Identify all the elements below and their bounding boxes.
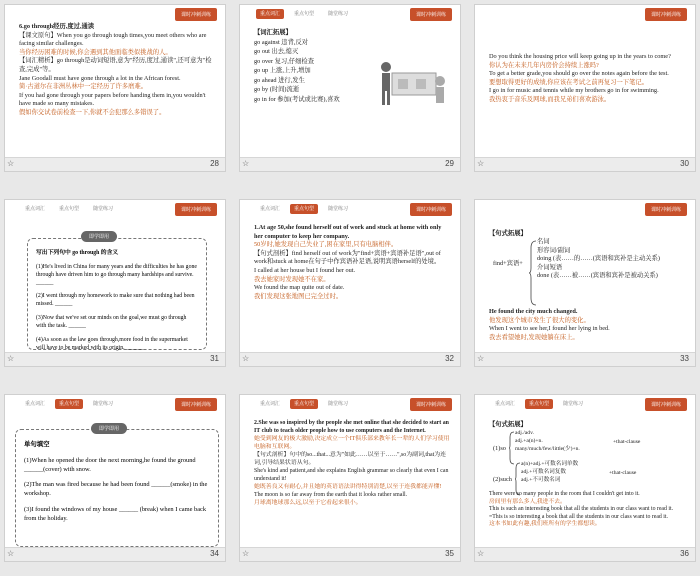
page-number: 35	[445, 549, 454, 558]
slide-topbar	[240, 200, 460, 220]
text-line: 这本书如此有趣,我们班所有的学生都想读。	[489, 521, 601, 528]
practice-badge: 课时冲刺训练	[645, 8, 687, 21]
text-line: I go in for music and tennis while my brothers go in for swimming.	[489, 87, 659, 95]
star-icon[interactable]: ☆	[477, 354, 485, 363]
tab-practice[interactable]: 随堂练习	[563, 401, 584, 407]
text-line: 简·古道尔在非洲丛林中一定经历了许多磨难。	[19, 83, 148, 91]
formula-label: (1)so	[493, 445, 506, 452]
slide-pagebar	[5, 157, 225, 171]
star-icon[interactable]: ☆	[477, 159, 485, 168]
puzzle-figures-image	[372, 51, 452, 121]
exercise-box	[27, 238, 207, 350]
practice-badge: 课时冲刺训练	[410, 8, 452, 21]
formula-item: adj./adv.	[515, 430, 534, 436]
slide-34[interactable]	[4, 394, 226, 562]
page-number: 30	[680, 159, 689, 168]
text-line: 要想取得更好的成绩,你应该在考试之前再复习一下笔记。	[489, 78, 648, 86]
text-line: Do you think the housing price will keep going up in the years to come?	[489, 53, 671, 60]
practice-badge: 课时冲刺训练	[175, 398, 217, 411]
slide-topbar	[475, 395, 695, 415]
text-line: 我热衷于音乐及网球,而我兄弟们喜欢游泳。	[489, 95, 611, 103]
tab-vocabulary[interactable]: 重点词汇	[260, 401, 281, 407]
slide-pagebar	[5, 547, 225, 561]
slide-pagebar	[240, 157, 460, 171]
slide-28[interactable]	[4, 4, 226, 172]
formula-item: a(n)+adj.+可数名词单数	[521, 461, 579, 467]
slide-topbar	[5, 5, 225, 25]
slide-topbar	[5, 395, 225, 415]
exercise-item: (3)I found the windows of my house ______ (break) when I came back from the holiday.	[24, 505, 207, 522]
slide-29[interactable]	[239, 4, 461, 172]
slide-topbar	[5, 200, 225, 220]
text-line: This is such an interesting book that all the students in our class want to read it.	[489, 506, 674, 513]
tab-practice[interactable]: 随堂练习	[93, 401, 114, 407]
star-icon[interactable]: ☆	[7, 354, 15, 363]
formula-label: find+宾语+	[493, 260, 523, 267]
phrase-item: go ahead 进行,发生	[254, 76, 305, 84]
text-line: We found the map quite out of date.	[254, 284, 345, 292]
tab-sentences[interactable]: 重点句型	[55, 399, 83, 409]
text-line: 月球离地球那么远,以至于它看起来很小。	[254, 500, 362, 506]
slide-30[interactable]	[474, 4, 696, 172]
slide-pagebar	[240, 352, 460, 366]
star-icon[interactable]: ☆	[477, 549, 485, 558]
tab-vocabulary[interactable]: 重点词汇	[25, 206, 46, 212]
page-number: 32	[445, 354, 454, 363]
text-line: 你认为在未来几年内房价会持续上涨吗?	[489, 61, 599, 69]
formula-item: 名词	[537, 238, 550, 245]
formula-item: adj.+a(n)+n.	[515, 438, 543, 444]
formula-item: done (表……被……(宾语和宾补是被动关系)	[537, 272, 658, 280]
bubble-title: 即学即用	[91, 423, 127, 434]
formula-item: doing (表……的……(宾语和宾补是主动关系)	[537, 255, 660, 263]
exercise-title: 单句填空	[24, 441, 50, 449]
practice-badge: 课时冲刺训练	[410, 398, 452, 411]
text-line: I called at her house but I found her out.	[254, 266, 356, 274]
slide-pagebar	[475, 547, 695, 561]
page-number: 36	[680, 549, 689, 558]
text-line: Jane Goodall must have gone through a lot in the African forest.	[19, 74, 181, 82]
bubble-title: 即学即用	[81, 231, 117, 242]
section-title: 【词汇拓展】	[254, 29, 292, 36]
phrase-item: go by (时间)流逝	[254, 86, 300, 94]
phrase-item: go in for 参加(考试或比赛),喜欢	[254, 95, 340, 103]
slide-35[interactable]	[239, 394, 461, 562]
text-line: 房间里有那么多人,我进不去。	[489, 498, 566, 505]
text-line: To get a better grade,you should go over the notes again before the test.	[489, 70, 669, 78]
formula-item: 介词短语	[537, 263, 563, 271]
text-line: There were so many people in the room that I couldn't get into it.	[489, 491, 640, 497]
slide-pagebar	[240, 547, 460, 561]
exercise-box	[15, 429, 219, 547]
tab-vocabulary[interactable]: 重点词汇	[495, 401, 516, 407]
page-number: 28	[210, 159, 219, 168]
tab-vocabulary[interactable]: 重点词汇	[256, 9, 284, 19]
exercise-title: 写出下列句中 go through 的含义	[36, 249, 119, 256]
tab-vocabulary[interactable]: 重点词汇	[260, 206, 281, 212]
text-line: 她既善良又有耐心,并且她的英语语法讲得特别清楚,以至于连我都能弄懂!	[254, 484, 442, 490]
section-title: 【句式拓展】	[489, 230, 527, 237]
formula-label: (2)such	[493, 476, 512, 483]
text-line: 我去她家时发现她不在家。	[254, 275, 330, 283]
tab-sentences[interactable]: 重点句型	[525, 399, 553, 409]
star-icon[interactable]: ☆	[242, 549, 250, 558]
text-line: 50岁时,她发现自己失业了,困在家里,只有电脑相伴。	[254, 241, 398, 249]
slide-33[interactable]	[474, 199, 696, 367]
tab-practice[interactable]: 随堂练习	[93, 206, 114, 212]
tab-sentences[interactable]: 重点句型	[59, 206, 80, 212]
page-number: 31	[210, 354, 219, 363]
practice-badge: 课时冲刺训练	[645, 398, 687, 411]
slide-pagebar	[475, 352, 695, 366]
star-icon[interactable]: ☆	[7, 159, 15, 168]
practice-badge: 课时冲刺训练	[175, 8, 217, 21]
formula-item: 形容词/副词	[537, 246, 571, 254]
practice-badge: 课时冲刺训练	[645, 203, 687, 216]
text-line: If you had gone through your papers before handing them in,you wouldn't have made so many mistakes.	[19, 91, 206, 108]
tab-vocabulary[interactable]: 重点词汇	[25, 401, 46, 407]
page-number: 29	[445, 159, 454, 168]
formula-item: many/much/few/little(少)+n.	[515, 446, 580, 452]
phrase-item: go against 违背,反对	[254, 38, 309, 46]
sentence-heading: 1.At age 50,she found herself out of work and stuck at home with only her computer to keep her company.	[254, 224, 442, 240]
slide-32[interactable]	[239, 199, 461, 367]
text-line: The moon is so far away from the earth that it looks rather small.	[254, 492, 408, 498]
practice-badge: 课时冲刺训练	[175, 203, 217, 216]
text-line: 她受到网友的极大激励,决定成立一个IT俱乐部来教年长一辈的人们学习使用电脑和互联网。	[254, 436, 450, 450]
slide-31[interactable]	[4, 199, 226, 367]
star-icon[interactable]: ☆	[242, 354, 250, 363]
text-line: 他发现这个城市发生了很大的变化。	[489, 316, 590, 324]
text-line: When I went to see her,I found her lying in bed.	[489, 325, 610, 333]
tab-practice[interactable]: 随堂练习	[328, 206, 349, 212]
tab-sentences[interactable]: 重点句型	[290, 399, 318, 409]
tab-sentences[interactable]: 重点句型	[290, 204, 318, 214]
slide-grid	[4, 4, 696, 572]
star-icon[interactable]: ☆	[7, 549, 15, 558]
exercise-item: (1)He's lived in China for many years and the difficulties he has gone through have driven him to go through many hardships and survive. ______	[36, 263, 197, 286]
phrase-item: go out 出去,熄灭	[254, 48, 299, 56]
phrase-item: go up 上涨,上升,增加	[254, 67, 311, 75]
text-line: 当你经历困难的时候,你会遇到其他面临类似挑战的人。	[19, 48, 172, 56]
exercise-item: (2)I went through my homework to make sure that nothing had been missed. ______	[36, 293, 195, 308]
slide-topbar	[240, 395, 460, 415]
text-line: 【句式剖析】find herself out of work为"find+宾语+宾语补足语",out of work和stuck at home在句子中作宾语补足语,说明宾语herself的处境。	[254, 249, 441, 266]
slide-topbar	[475, 5, 695, 25]
text-line: 【课文原句】When you go through tough times,you meet others who are facing similar challenges.	[19, 31, 207, 48]
text-line: 假如你交试卷前检查一下,你就不会犯那么多错误了。	[19, 108, 166, 116]
phrase-item: go over 复习,仔细检查	[254, 57, 314, 65]
tab-sentences[interactable]: 重点句型	[294, 11, 315, 17]
formula-item: adj.+不可数名词	[521, 477, 561, 483]
exercise-item: (4)As soon as the law goes through,more food in the supermarket will have to be marked with its origin. ______	[36, 336, 188, 351]
text-line: =This is so interesting a book that all the students in our class want to read it.	[489, 513, 668, 520]
text-line: He found the city much changed.	[489, 308, 578, 315]
sentence-heading: 2.She was so inspired by the people she met online that she decided to start an IT club to teach older people how to use computers and the Internet.	[254, 420, 449, 434]
tab-practice[interactable]: 随堂练习	[328, 11, 349, 17]
text-line: 我们发现这张地图已完全过时。	[254, 292, 343, 300]
brace-icon	[529, 240, 537, 306]
formula-clause: +that-clause	[609, 470, 637, 476]
tab-practice[interactable]: 随堂练习	[328, 401, 349, 407]
slide-pagebar	[5, 352, 225, 366]
text-line: 我去看望她时,发现她躺在床上。	[489, 333, 579, 341]
section-title: 【句式拓展】	[489, 421, 527, 428]
exercise-item: (2)The man was fired because he had been found ______(smoke) in the workshop.	[24, 481, 208, 498]
exercise-item: (1)When he opened the door the next morning,he found the ground ______(cover) with snow.	[24, 456, 196, 473]
text-line: 【词汇精析】go through是动词短语,意为"经历,度过,通读",还可意为"检查,完成"等。	[19, 57, 212, 73]
page-number: 34	[210, 549, 219, 558]
slide-topbar	[240, 5, 460, 25]
slide-pagebar	[475, 157, 695, 171]
text-line: 【句式剖析】句中的so...that...意为"如此……以至于……",so为副词,that为连词,引导结果状语从句。	[254, 452, 446, 466]
heading: 6.go through经历,度过,通读	[19, 23, 95, 30]
star-icon[interactable]: ☆	[242, 159, 250, 168]
text-line: She's kind and patient,and she explains English grammar so clearly that even I can understand it!	[254, 468, 449, 482]
practice-badge: 课时冲刺训练	[410, 203, 452, 216]
formula-item: adj.+可数名词复数	[521, 469, 566, 475]
slide-36[interactable]	[474, 394, 696, 562]
exercise-item: (3)Now that we've set our minds on the goal,we must go through with the task. ______	[36, 315, 187, 330]
page-number: 33	[680, 354, 689, 363]
formula-clause: +that-clause	[613, 439, 641, 445]
slide-topbar	[475, 200, 695, 220]
